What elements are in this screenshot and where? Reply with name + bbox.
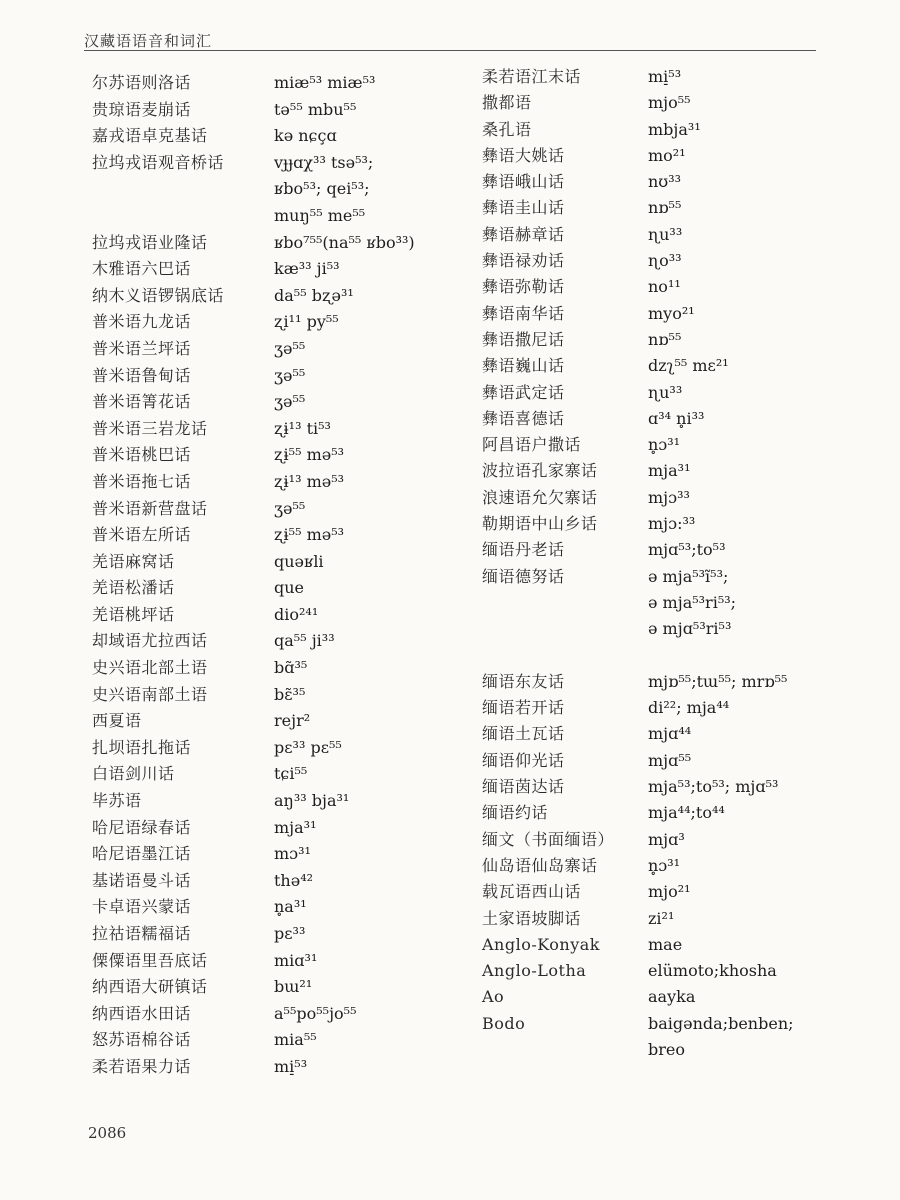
word-form: mo²¹ [648,145,686,165]
language-name: 撒都语 [482,93,532,113]
language-name: 载瓦语西山话 [482,882,582,902]
word-form: mjɑ³ [648,829,685,849]
language-name: 普米语桃巴话 [92,445,192,465]
word-form: mjɔ:³³ [648,514,696,534]
word-form: tɕi⁵⁵ [274,764,308,784]
language-name: 勒期语中山乡话 [482,514,598,534]
entry-row [92,496,472,523]
entry-row [92,921,472,948]
word-form: mi̠⁵³ [274,1056,308,1076]
entry-row [92,203,472,230]
language-name: 普米语新营盘话 [92,498,208,518]
word-form: mjɒ⁵⁵;tɯ⁵⁵; mrɒ⁵⁵ [648,671,788,691]
language-name: 哈尼语墨江话 [92,844,192,864]
word-form: thə⁴² [274,870,314,890]
entry-row [482,485,852,511]
left-column [92,70,472,1081]
entry-row [92,1001,472,1028]
word-form: mjɑ⁵⁵ [648,750,692,770]
language-name: 却域语尤拉西话 [92,631,208,651]
language-name: 柔若语江末话 [482,67,582,86]
word-form: no¹¹ [648,277,681,297]
entry-row [482,1037,852,1063]
entry-row [482,274,852,300]
word-form: mi̠⁵³ [648,67,682,86]
word-form: ʐɨ⁵⁵ mə⁵³ [274,445,345,465]
language-name: 彝语禄劝话 [482,251,565,271]
word-form: quəʁli [274,551,324,571]
language-name: 羌语松潘话 [92,578,175,598]
language-name: 史兴语南部土语 [92,684,208,704]
word-form: miɑ³¹ [274,950,318,970]
language-name: 普米语三岩龙话 [92,418,208,438]
entry-row [482,800,852,826]
page-number: 2086 [88,1124,127,1142]
entry-row [482,353,852,379]
language-name: 怒苏语棉谷话 [92,1030,192,1050]
language-name: 缅语仰光话 [482,750,565,770]
entry-row [482,853,852,879]
entry-row [482,511,852,537]
language-name: 彝语撒尼话 [482,329,565,349]
word-form: ʒə⁵⁵ [274,498,306,518]
language-name: 纳西语水田话 [92,1003,192,1023]
language-name: 缅语约话 [482,803,549,823]
word-form: elümoto;khosha [648,961,777,981]
entry-row [92,1054,472,1081]
word-form: pɛ³³ pɛ⁵⁵ [274,737,342,757]
word-form: n̥ɔ³¹ [648,435,681,455]
language-name: 波拉语孔家寨话 [482,461,598,481]
entry-row [482,248,852,274]
word-form: ʒə⁵⁵ [274,392,306,412]
word-form: mjo⁵⁵ [648,93,691,113]
entry-row [92,309,472,336]
language-name: 彝语峨山话 [482,172,565,192]
entry-row [92,575,472,602]
word-form: breo [648,1039,685,1059]
word-form: mjɔ³³ [648,487,690,507]
entry-row [92,708,472,735]
word-form: n̥ɔ³¹ [648,855,681,875]
word-form: bɛ̃³⁵ [274,684,306,704]
word-form: bɯ²¹ [274,977,313,997]
language-name: 土家语坡脚话 [482,908,582,928]
word-form: ə mjɑ⁵³ri⁵³ [648,619,732,639]
entry-row [92,123,472,150]
entry-row [482,984,852,1010]
language-name: 彝语大姚话 [482,145,565,165]
entry-row [92,256,472,283]
entry-row [92,70,472,97]
word-form: qa⁵⁵ ji³³ [274,631,335,651]
word-form: vɟɟɑχ³³ tsə⁵³; [274,152,374,172]
language-name: 尔苏语则洛话 [92,73,192,92]
word-form: ɳo³³ [648,251,682,271]
word-form: ɳu³³ [648,224,683,244]
entry-row [92,655,472,682]
entry-row [482,643,852,669]
word-form: zi²¹ [648,908,675,928]
entry-row [482,406,852,432]
word-form: myo²¹ [648,303,695,323]
word-form: kæ³³ ji⁵³ [274,259,340,279]
language-name: 毕苏语 [92,791,142,811]
language-name: 拉坞戎语观音桥话 [92,152,225,172]
word-form: n̥a³¹ [274,897,307,917]
language-name: 仙岛语仙岛寨话 [482,855,598,875]
word-form: baigənda;benben; [648,1013,794,1033]
entry-row [482,748,852,774]
language-name: Anglo-Lotha [482,961,587,981]
entry-row [92,150,472,177]
right-column [482,64,852,1063]
language-name: 扎坝语扎拖话 [92,737,192,757]
language-name: 羌语麻窝话 [92,551,175,571]
word-form: mjo²¹ [648,882,691,902]
language-name: 傈僳语里吾底话 [92,950,208,970]
word-form: mja³¹ [648,461,691,481]
language-name: 史兴语北部土语 [92,658,208,678]
word-form: ʁbo⁷⁵⁵(na⁵⁵ ʁbo³³) [274,232,415,252]
word-form: mae [648,934,683,954]
entry-row [482,1011,852,1037]
entry-row [92,97,472,124]
entry-row [92,1027,472,1054]
language-name: 彝语弥勒话 [482,277,565,297]
word-form: nʊ³³ [648,172,682,192]
language-name: 普米语兰坪话 [92,338,192,358]
entry-row [482,301,852,327]
language-name: 哈尼语绿春话 [92,817,192,837]
language-name: 阿昌语户撒话 [482,435,582,455]
word-form: aŋ³³ bja³¹ [274,791,350,811]
word-form: ə mja⁵³ĩ⁵³; [648,566,729,586]
language-name: 拉祜语糯福话 [92,924,192,943]
word-form: mjɑ⁵³;to⁵³ [648,540,726,560]
language-name: 浪速语允欠寨话 [482,487,598,507]
entry-row [92,735,472,762]
word-form: rejr² [274,711,311,731]
word-form: ʒə⁵⁵ [274,365,306,385]
word-form: kə nɕçɑ [274,126,337,146]
entry-row [482,222,852,248]
entry-row [92,469,472,496]
entry-row [482,906,852,932]
language-name: 缅语若开话 [482,698,565,718]
language-name: 彝语赫章话 [482,224,565,244]
language-name: 普米语九龙话 [92,312,192,332]
entry-row [92,948,472,975]
word-form: di²²; mja⁴⁴ [648,698,730,718]
entry-row [482,721,852,747]
entry-row [92,363,472,390]
entry-row [482,64,852,90]
word-form: ʁbo⁵³; qei⁵³; [274,179,370,199]
word-form: ʐɨ¹³ ti⁵³ [274,418,331,438]
word-form: miæ⁵³ miæ⁵³ [274,73,376,92]
entry-row [482,143,852,169]
entry-row [92,974,472,1001]
language-name: 基诺语曼斗话 [92,870,192,890]
language-name: 木雅语六巴话 [92,259,192,279]
entry-row [92,522,472,549]
word-form: ə mja⁵³ri⁵³; [648,592,737,612]
language-name: 缅语丹老话 [482,540,565,560]
entry-row [92,283,472,310]
word-form: a⁵⁵po⁵⁵jo⁵⁵ [274,1003,357,1023]
entry-row [482,695,852,721]
language-name: 拉坞戎语业隆话 [92,232,208,252]
language-name: 柔若语果力话 [92,1056,192,1076]
entry-row [92,788,472,815]
entry-row [482,879,852,905]
entry-row [92,602,472,629]
entry-row [92,682,472,709]
word-form: que [274,578,305,598]
entry-row [92,442,472,469]
language-name: 桑孔语 [482,119,532,139]
language-name: 彝语巍山话 [482,356,565,376]
entry-row [482,327,852,353]
language-name: 彝语武定话 [482,382,565,402]
word-form: mia⁵⁵ [274,1030,317,1050]
entry-row [92,841,472,868]
language-name: Anglo-Konyak [482,934,600,954]
entry-row [482,564,852,590]
header-rule [84,50,816,51]
entry-row [482,195,852,221]
language-name: 彝语喜德话 [482,408,565,428]
entry-row [92,815,472,842]
language-name: Ao [482,987,505,1007]
language-name: 缅语茵达话 [482,777,565,797]
word-form: ʐi¹¹ py⁵⁵ [274,312,339,332]
word-form: ɑ³⁴ n̥i³³ [648,408,705,428]
language-name: Bodo [482,1013,526,1033]
word-form: mbja³¹ [648,119,701,139]
word-form: ɳu³³ [648,382,683,402]
word-form: pɛ³³ [274,924,306,943]
entry-row [482,458,852,484]
entry-row [482,169,852,195]
language-name: 西夏语 [92,711,142,731]
word-form: ʐɨ⁵⁵ mə⁵³ [274,525,345,545]
word-form: mja³¹ [274,817,317,837]
running-header: 汉藏语语音和词汇 [84,32,213,50]
entry-row [92,549,472,576]
language-name: 缅语东友话 [482,671,565,691]
word-form: dzʅ⁵⁵ mɛ²¹ [648,356,729,376]
word-form: muŋ⁵⁵ me⁵⁵ [274,205,366,225]
language-name: 缅语德努话 [482,566,565,586]
word-form: mja⁴⁴;to⁴⁴ [648,803,725,823]
entry-row [482,958,852,984]
entry-row [92,176,472,203]
entry-row [482,827,852,853]
language-name: 彝语圭山话 [482,198,565,218]
language-name: 彝语南华话 [482,303,565,323]
language-name: 白语剑川话 [92,764,175,784]
language-name: 普米语鲁甸话 [92,365,192,385]
language-name: 普米语箐花话 [92,392,192,412]
entry-row [92,868,472,895]
entry-row [92,230,472,257]
entry-row [482,117,852,143]
entry-row [92,389,472,416]
language-name: 纳西语大研镇话 [92,977,208,997]
entry-row [92,761,472,788]
entry-row [92,628,472,655]
language-name: 卡卓语兴蒙话 [92,897,192,917]
word-form: aayka [648,987,696,1007]
language-name: 普米语左所话 [92,525,192,545]
language-name: 缅文（书面缅语） [482,829,615,849]
word-form: mja⁵³;to⁵³; mjɑ⁵³ [648,777,779,797]
language-name: 嘉戎语卓克基话 [92,126,208,146]
entry-row [482,590,852,616]
entry-row [482,90,852,116]
word-form: nɒ⁵⁵ [648,329,682,349]
word-form: tə⁵⁵ mbu⁵⁵ [274,99,357,119]
entry-row [482,932,852,958]
entry-row [482,537,852,563]
word-form: bɑ̃³⁵ [274,658,308,678]
word-form: mɔ³¹ [274,844,311,864]
entry-row [482,432,852,458]
entry-row [92,894,472,921]
word-form: ʐɨ¹³ mə⁵³ [274,471,345,491]
language-name: 缅语土瓦话 [482,724,565,744]
word-form: ʒə⁵⁵ [274,338,306,358]
language-name: 纳木义语锣锅底话 [92,285,225,305]
language-name: 贵琼语麦崩话 [92,99,192,119]
entry-row [482,669,852,695]
word-form: da⁵⁵ bʐə³¹ [274,285,354,305]
language-name: 羌语桃坪话 [92,604,175,624]
word-form: mjɑ⁴⁴ [648,724,692,744]
entry-row [482,616,852,642]
entry-row [92,416,472,443]
word-form: nɒ⁵⁵ [648,198,682,218]
language-name: 普米语拖七话 [92,471,192,491]
word-form: dio²⁴¹ [274,604,319,624]
entry-row [482,774,852,800]
entry-row [92,336,472,363]
entry-row [482,380,852,406]
